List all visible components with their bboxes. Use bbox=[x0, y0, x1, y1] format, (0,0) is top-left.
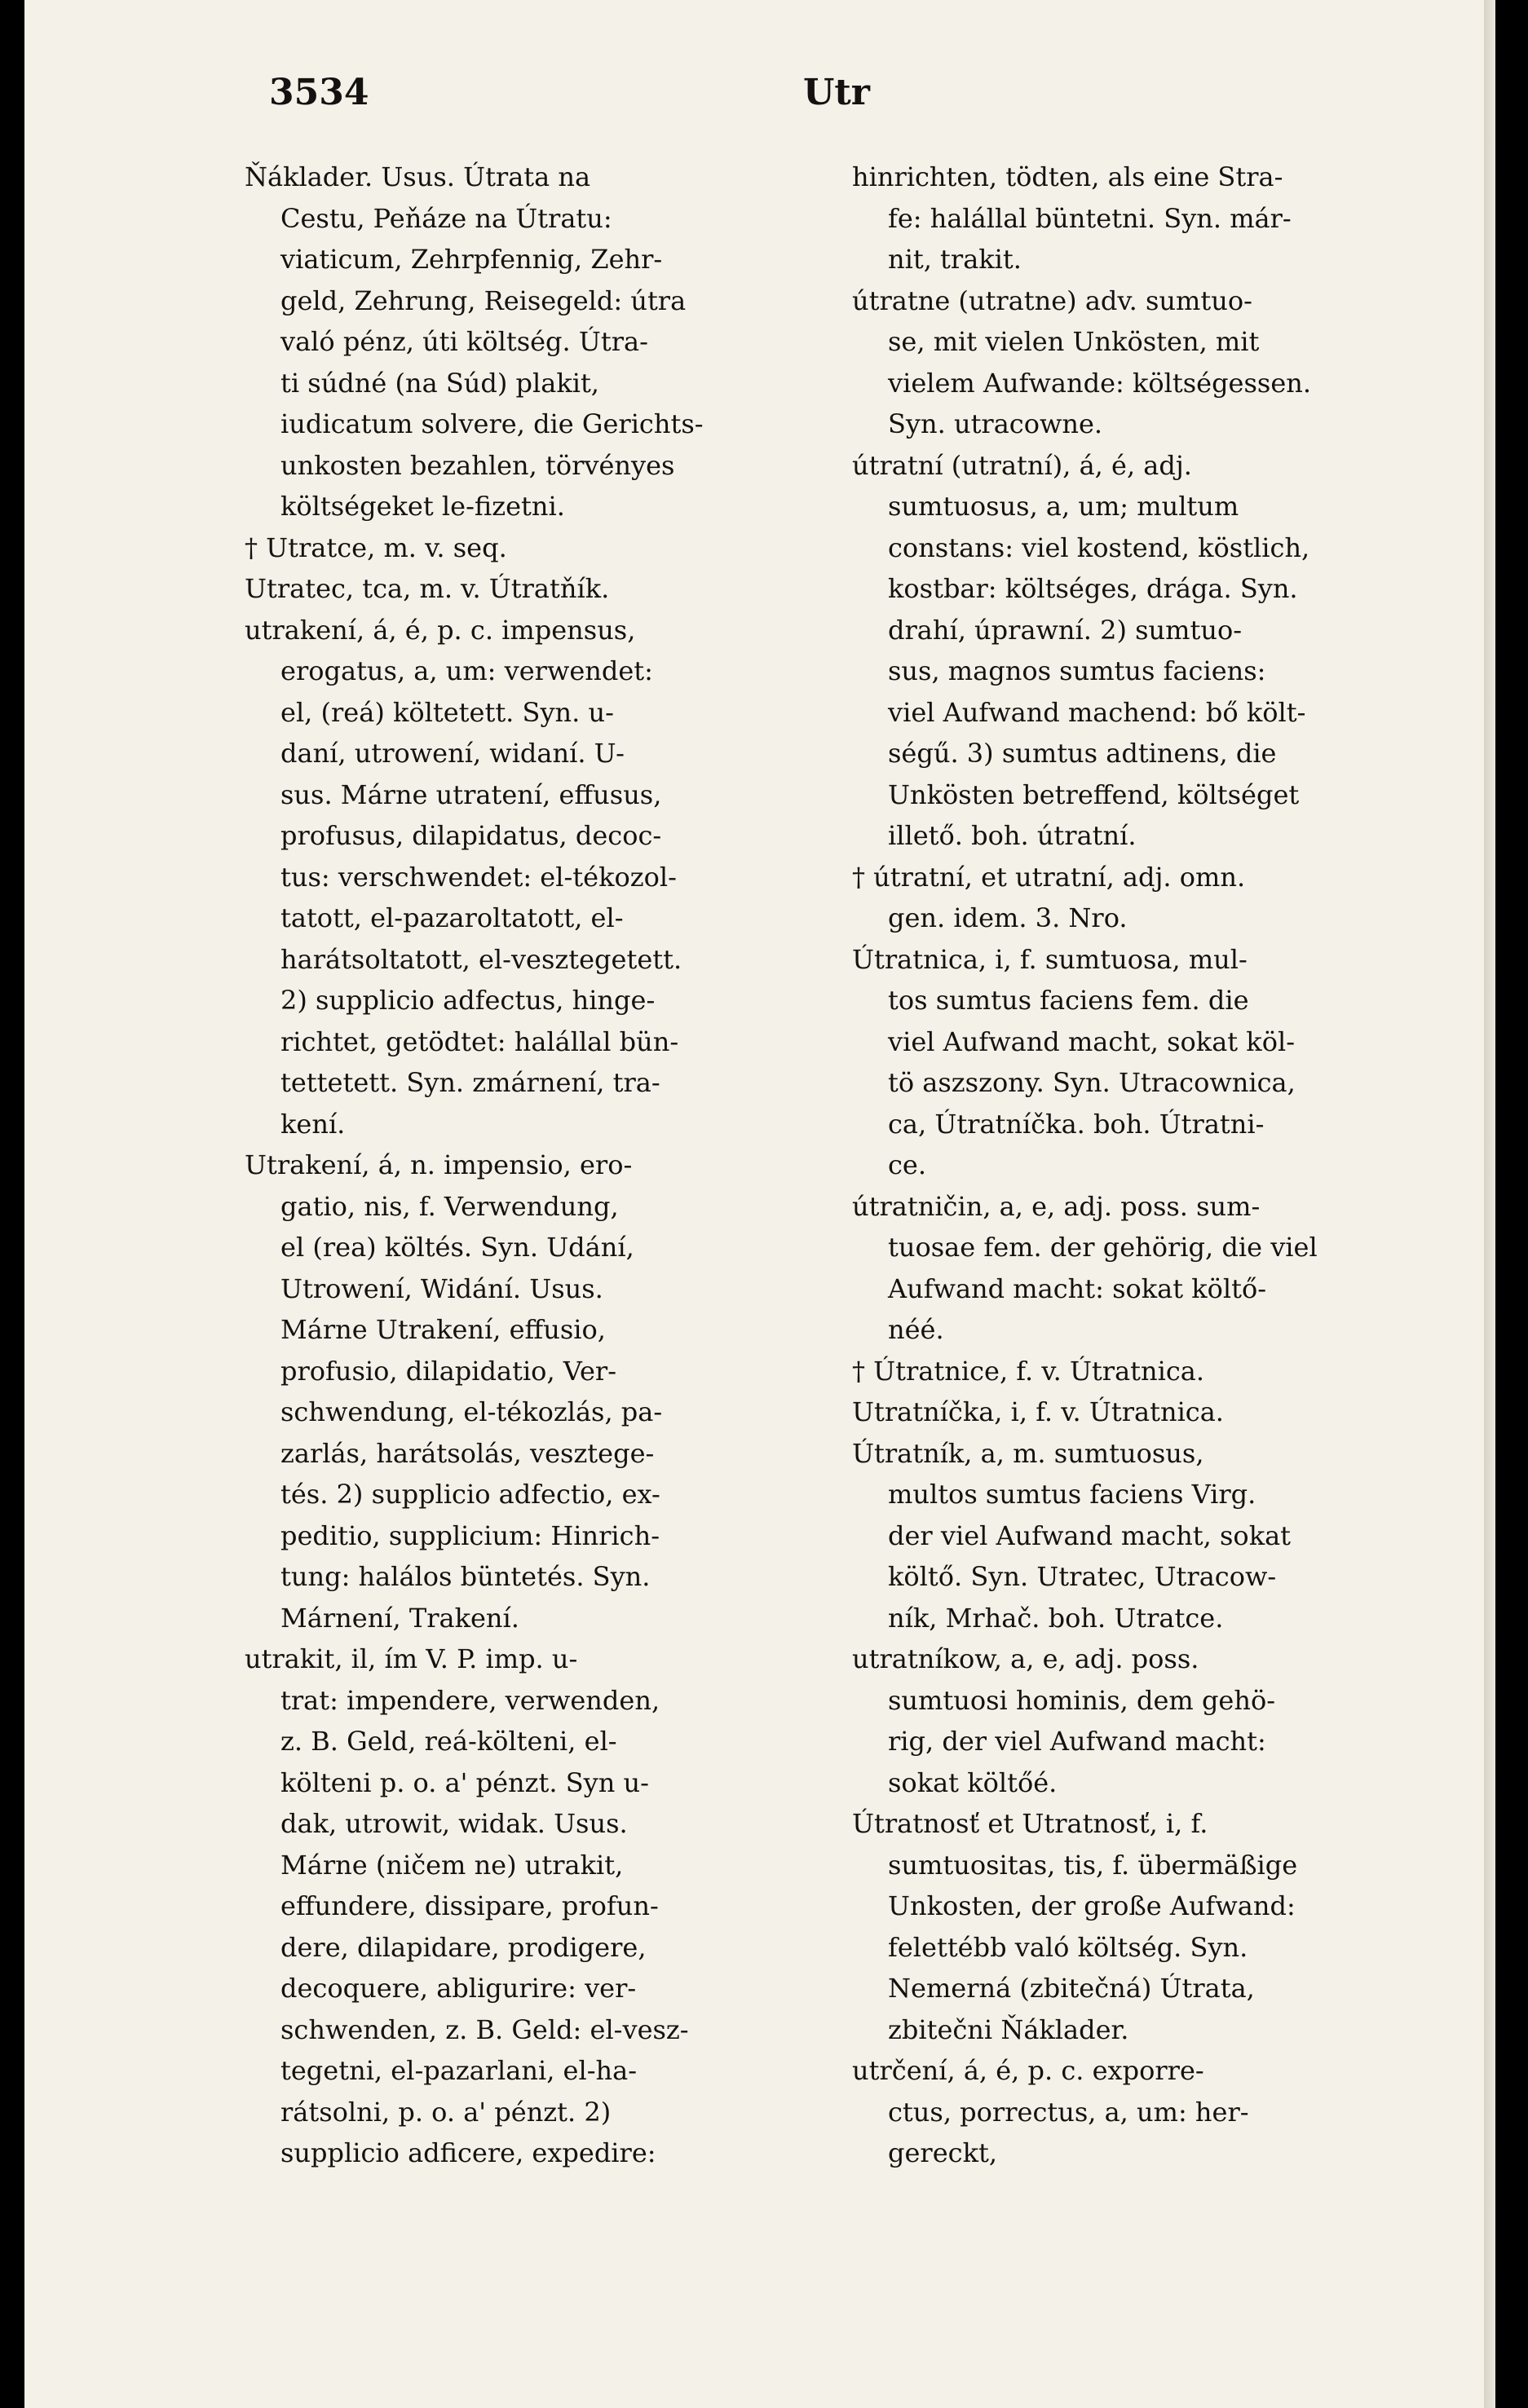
dictionary-entry bbox=[852, 857, 1447, 939]
entry-line: † Utratce, m. v. seq. bbox=[245, 531, 507, 563]
entry-line: harátsoltatott, el-vesztegetett. bbox=[280, 943, 682, 975]
dictionary-page bbox=[24, 0, 1495, 2408]
entry-line: Aufwand macht: sokat költő- bbox=[888, 1272, 1267, 1304]
entry-line: profusio, dilapidatio, Ver- bbox=[280, 1355, 616, 1387]
entry-line: sumtuosus, a, um; multum bbox=[888, 491, 1239, 522]
entry-line: Utratníčka, i, f. v. Útratnica. bbox=[852, 1396, 1224, 1427]
page-number: 3534 bbox=[269, 72, 369, 113]
entry-line: Útratnosť et Utratnosť, i, f. bbox=[852, 1808, 1208, 1839]
entry-line: Utrowení, Widání. Usus. bbox=[280, 1272, 603, 1304]
entry-line: utrakit, il, ím V. P. imp. u- bbox=[245, 1643, 578, 1674]
entry-line: Útratník, a, m. sumtuosus, bbox=[852, 1437, 1204, 1469]
entry-line: zarlás, harátsolás, vesztege- bbox=[280, 1437, 655, 1469]
dictionary-entry bbox=[245, 157, 840, 527]
entry-line: gatio, nis, f. Verwendung, bbox=[280, 1190, 619, 1222]
dictionary-entry bbox=[245, 527, 840, 569]
entry-line: geld, Zehrung, Reisegeld: útra bbox=[280, 284, 687, 316]
entry-line: dere, dilapidare, prodigere, bbox=[280, 1931, 647, 1963]
dictionary-entry bbox=[852, 939, 1447, 1186]
entry-line: ctus, porrectus, a, um: her- bbox=[888, 2096, 1249, 2128]
entry-line: richtet, getödtet: halállal bün- bbox=[280, 1025, 679, 1057]
entry-line: ti súdné (na Súd) plakit, bbox=[280, 367, 599, 399]
dictionary-entry bbox=[245, 1638, 840, 2174]
entry-line: hinrichten, tödten, als eine Stra- bbox=[852, 161, 1283, 192]
entry-line: utrčení, á, é, p. c. exporre- bbox=[852, 2055, 1204, 2086]
entry-line: el (rea) költés. Syn. Udání, bbox=[280, 1232, 634, 1263]
entry-line: tés. 2) supplicio adfectio, ex- bbox=[280, 1479, 660, 1510]
entry-line: ségű. 3) sumtus adtinens, die bbox=[888, 738, 1277, 769]
running-head: Utr bbox=[803, 72, 870, 113]
entry-line: felettébb való költség. Syn. bbox=[888, 1931, 1248, 1963]
page-edge-shadow bbox=[1484, 0, 1495, 2408]
entry-line: nit, trakit. bbox=[888, 244, 1022, 275]
entry-line: gereckt, bbox=[888, 2137, 997, 2168]
right-column bbox=[852, 157, 1447, 2174]
entry-line: Márnení, Trakení. bbox=[280, 1602, 519, 1634]
dictionary-entry bbox=[245, 1144, 840, 1638]
entry-line: rátsolni, p. o. a' pénzt. 2) bbox=[280, 2096, 612, 2128]
dictionary-entry bbox=[852, 445, 1447, 857]
entry-line: utrakení, á, é, p. c. impensus, bbox=[245, 614, 636, 646]
entry-line: † Útratnice, f. v. Útratnica. bbox=[852, 1355, 1205, 1387]
entry-line: effundere, dissipare, profun- bbox=[280, 1890, 659, 1921]
entry-line: tung: halálos büntetés. Syn. bbox=[280, 1561, 651, 1592]
left-column bbox=[245, 157, 840, 2174]
entry-line: vielem Aufwande: költségessen. bbox=[888, 367, 1312, 399]
dictionary-entry bbox=[852, 1433, 1447, 1639]
entry-line: Cestu, Peňáze na Útratu: bbox=[280, 202, 612, 234]
entry-line: decoquere, abligurire: ver- bbox=[280, 1973, 637, 2004]
entry-line: költő. Syn. Utratec, Utracow- bbox=[888, 1561, 1277, 1592]
entry-line: multos sumtus faciens Virg. bbox=[888, 1479, 1256, 1510]
entry-line: sumtuositas, tis, f. übermäßige bbox=[888, 1849, 1298, 1881]
entry-line: drahí, úprawní. 2) sumtuo- bbox=[888, 614, 1243, 646]
entry-line: profusus, dilapidatus, decoc- bbox=[280, 820, 662, 851]
entry-line: illető. boh. útratní. bbox=[888, 820, 1137, 851]
entry-line: Márne (ničem ne) utrakit, bbox=[280, 1849, 624, 1881]
entry-line: útratní (utratní), á, é, adj. bbox=[852, 449, 1192, 481]
entry-line: schwenden, z. B. Geld: el-vesz- bbox=[280, 2013, 689, 2045]
entry-line: sus. Márne utratení, effusus, bbox=[280, 778, 662, 810]
entry-line: költeni p. o. a' pénzt. Syn u- bbox=[280, 1766, 649, 1798]
entry-line: z. B. Geld, reá-költeni, el- bbox=[280, 1726, 617, 1757]
entry-line: tettetett. Syn. zmárnení, tra- bbox=[280, 1067, 660, 1098]
entry-line: † útratní, et utratní, adj. omn. bbox=[852, 861, 1246, 893]
entry-line: Márne Utrakení, effusio, bbox=[280, 1314, 606, 1345]
entry-line: supplicio adficere, expedire: bbox=[280, 2137, 656, 2168]
entry-line: viaticum, Zehrpfennig, Zehr- bbox=[280, 244, 663, 275]
dictionary-entry bbox=[852, 1391, 1447, 1433]
entry-line: gen. idem. 3. Nro. bbox=[888, 902, 1128, 933]
entry-line: Útratnica, i, f. sumtuosa, mul- bbox=[852, 943, 1248, 975]
entry-line: kení. bbox=[280, 1108, 346, 1140]
entry-line: tö aszszony. Syn. Utracownica, bbox=[888, 1067, 1296, 1098]
entry-line: tegetni, el-pazarlani, el-ha- bbox=[280, 2055, 638, 2086]
entry-line: tos sumtus faciens fem. die bbox=[888, 985, 1249, 1016]
entry-line: se, mit vielen Unkösten, mit bbox=[888, 326, 1260, 357]
entry-line: viel Aufwand macht, sokat köl- bbox=[888, 1025, 1295, 1057]
entry-line: der viel Aufwand macht, sokat bbox=[888, 1519, 1292, 1551]
entry-line: útratničin, a, e, adj. poss. sum- bbox=[852, 1190, 1261, 1222]
dictionary-entry bbox=[852, 157, 1447, 280]
entry-line: tatott, el-pazaroltatott, el- bbox=[280, 902, 624, 933]
entry-line: daní, utrowení, widaní. U- bbox=[280, 738, 625, 769]
entry-line: rig, der viel Aufwand macht: bbox=[888, 1726, 1266, 1757]
dictionary-entry bbox=[852, 2050, 1447, 2174]
entry-line: zbitečni Ňáklader. bbox=[888, 2013, 1129, 2045]
entry-line: Ňáklader. Usus. Útrata na bbox=[245, 161, 591, 192]
entry-line: unkosten bezahlen, törvényes bbox=[280, 449, 675, 481]
entry-line: fe: halállal büntetni. Syn. már- bbox=[888, 202, 1292, 234]
entry-line: sus, magnos sumtus faciens: bbox=[888, 655, 1266, 686]
dictionary-entry bbox=[852, 280, 1447, 445]
page-header bbox=[24, 72, 1495, 121]
entry-line: sokat költőé. bbox=[888, 1766, 1058, 1798]
entry-line: sumtuosi hominis, dem gehö- bbox=[888, 1684, 1276, 1716]
entry-line: tuosae fem. der gehörig, die viel bbox=[888, 1232, 1318, 1263]
entry-line: Nemerná (zbitečná) Útrata, bbox=[888, 1973, 1255, 2004]
entry-line: ca, Útratníčka. boh. Útratni- bbox=[888, 1108, 1265, 1140]
dictionary-entry bbox=[852, 1351, 1447, 1392]
entry-line: dak, utrowit, widak. Usus. bbox=[280, 1808, 628, 1839]
entry-line: constans: viel kostend, köstlich, bbox=[888, 531, 1310, 563]
entry-line: Utratec, tca, m. v. Útratňík. bbox=[245, 573, 610, 604]
entry-line: néé. bbox=[888, 1314, 944, 1345]
entry-line: kostbar: költséges, drága. Syn. bbox=[888, 573, 1298, 604]
entry-line: Unkosten, der große Aufwand: bbox=[888, 1890, 1296, 1921]
entry-line: Syn. utracowne. bbox=[888, 408, 1103, 439]
entry-line: schwendung, el-tékozlás, pa- bbox=[280, 1396, 663, 1427]
entry-line: tus: verschwendet: el-tékozol- bbox=[280, 861, 677, 893]
dictionary-entry bbox=[852, 1638, 1447, 1803]
entry-line: viel Aufwand machend: bő költ- bbox=[888, 696, 1306, 728]
entry-line: Utrakení, á, n. impensio, ero- bbox=[245, 1149, 633, 1180]
entry-line: iudicatum solvere, die Gerichts- bbox=[280, 408, 704, 439]
entry-line: útratne (utratne) adv. sumtuo- bbox=[852, 284, 1252, 316]
entry-line: trat: impendere, verwenden, bbox=[280, 1684, 660, 1716]
entry-line: ník, Mrhač. boh. Utratce. bbox=[888, 1602, 1224, 1634]
entry-line: el, (reá) költetett. Syn. u- bbox=[280, 696, 614, 728]
entry-line: költségeket le-fizetni. bbox=[280, 491, 565, 522]
dictionary-entry bbox=[852, 1803, 1447, 2050]
entry-line: való pénz, úti költség. Útra- bbox=[280, 326, 648, 357]
entry-line: erogatus, a, um: verwendet: bbox=[280, 655, 653, 686]
dictionary-entry bbox=[852, 1186, 1447, 1351]
entry-line: 2) supplicio adfectus, hinge- bbox=[280, 985, 656, 1016]
entry-line: Unkösten betreffend, költséget bbox=[888, 778, 1300, 810]
dictionary-entry bbox=[245, 610, 840, 1145]
entry-line: utratníkow, a, e, adj. poss. bbox=[852, 1643, 1199, 1674]
dictionary-entry bbox=[245, 568, 840, 610]
entry-line: ce. bbox=[888, 1149, 927, 1180]
entry-line: peditio, supplicium: Hinrich- bbox=[280, 1519, 660, 1551]
